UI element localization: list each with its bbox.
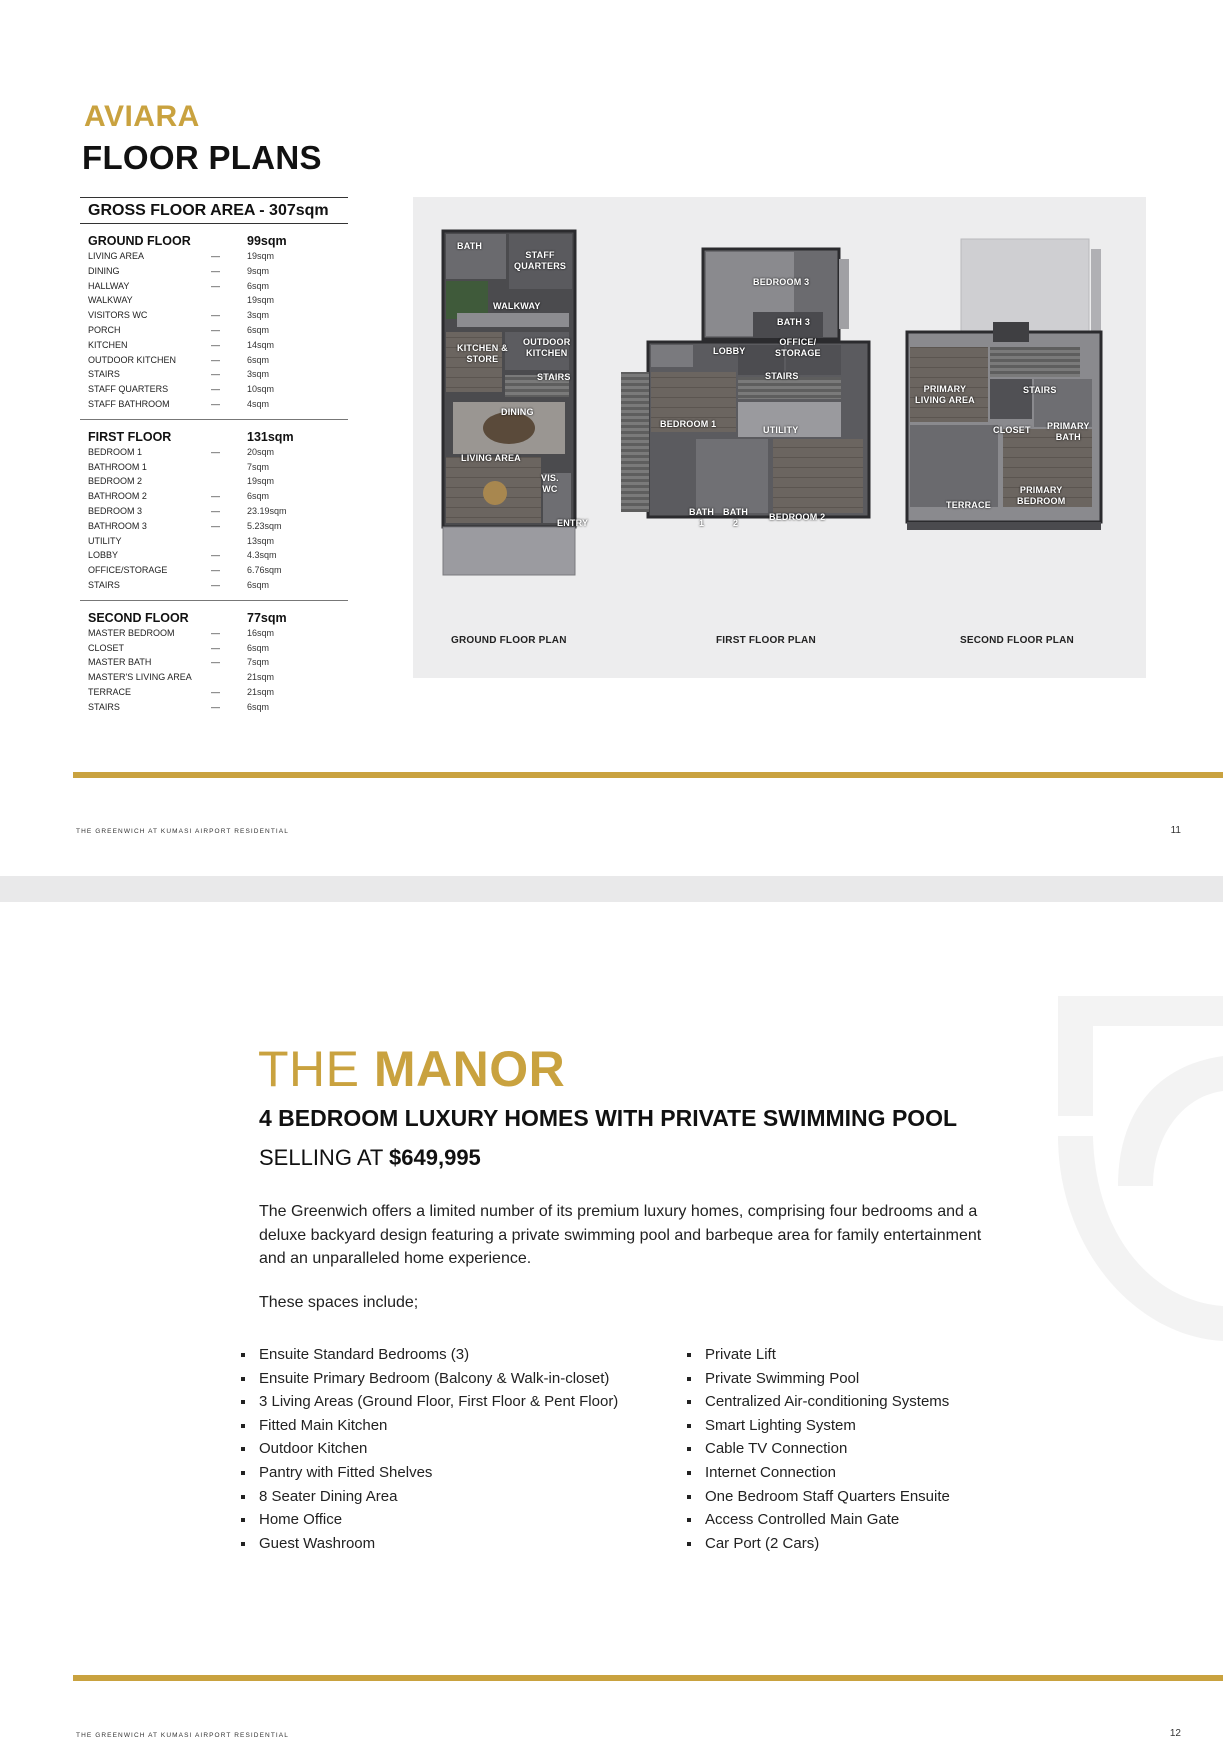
- selling-prefix: SELLING AT: [259, 1145, 390, 1170]
- room-dash: —: [211, 310, 220, 321]
- room-row: [88, 397, 340, 412]
- room-dash: —: [211, 579, 220, 590]
- room-size: 4.3sqm: [247, 550, 277, 561]
- room-dash: —: [211, 251, 220, 261]
- room-tag-bedroom-2: BEDROOM 2: [769, 512, 826, 522]
- watermark-logo: [1023, 946, 1223, 1346]
- room-dash: —: [211, 657, 220, 668]
- room-row: [88, 323, 340, 338]
- floor-section: [80, 601, 348, 722]
- room-tag-lobby: LOBBY: [713, 346, 746, 356]
- room-name: KITCHEN: [88, 339, 128, 350]
- room-tag-living-area: LIVING AREA: [461, 453, 521, 463]
- room-size: 6sqm: [247, 354, 270, 365]
- room-row: [88, 685, 340, 700]
- room-name: WALKWAY: [88, 295, 133, 306]
- room-dash: [211, 670, 247, 685]
- intro-paragraph: The Greenwich offers a limited number of its premium luxury homes, comprising four bedrooms and a deluxe backyard design featuring a private swimming pool and barbeque area for family entertainment and an unparalleled home experience.: [259, 1203, 982, 1267]
- room-dash: —: [211, 491, 220, 502]
- feature-item: Ensuite Standard Bedrooms (3): [241, 1343, 618, 1367]
- selling-price: $649,995: [389, 1145, 481, 1170]
- room-row: [88, 279, 340, 294]
- room-tag-office-storage: OFFICE/ STORAGE: [775, 337, 821, 358]
- room-row: [88, 264, 340, 279]
- room-size: 6sqm: [247, 491, 270, 502]
- room-size: 23.19sqm: [247, 505, 287, 516]
- room-name: STAIRS: [88, 579, 120, 590]
- feature-item: Outdoor Kitchen: [241, 1437, 618, 1461]
- feature-item: Smart Lighting System: [687, 1414, 950, 1438]
- room-tag-staff-quarters: STAFF QUARTERS: [514, 250, 567, 271]
- room-name: STAFF QUARTERS: [88, 384, 169, 395]
- includes-label: These spaces include;: [259, 1294, 419, 1311]
- room-size: 21sqm: [247, 686, 275, 697]
- feature-item: Home Office: [241, 1508, 618, 1532]
- room-dash: —: [211, 280, 220, 291]
- room-dash: —: [211, 550, 220, 561]
- room-name: BATHROOM 3: [88, 520, 147, 531]
- room-size: 6sqm: [247, 280, 270, 291]
- room-dash: [211, 534, 247, 549]
- room-name: MASTER BATH: [88, 657, 152, 668]
- room-name: OUTDOOR KITCHEN: [88, 354, 177, 365]
- room-name: HALLWAY: [88, 280, 130, 291]
- room-dash: —: [211, 642, 220, 653]
- room-size: 6sqm: [247, 701, 270, 712]
- room-name: LOBBY: [88, 550, 119, 561]
- room-size: 16sqm: [247, 627, 275, 638]
- room-row: [88, 563, 340, 578]
- footer-text: THE GREENWICH AT KUMASI AIRPORT RESIDENTIAL: [76, 1732, 289, 1739]
- room-row: [88, 367, 340, 382]
- feature-item: Private Swimming Pool: [687, 1367, 950, 1391]
- page-number: 11: [1170, 825, 1181, 836]
- room-size: 6sqm: [247, 642, 270, 653]
- room-tag-terrace: TERRACE: [946, 500, 991, 510]
- room-tag-stairs-first: STAIRS: [765, 371, 799, 381]
- room-name: TERRACE: [88, 686, 132, 697]
- page-title: FLOOR PLANS: [82, 139, 322, 176]
- room-name: BATHROOM 1: [88, 461, 147, 472]
- room-row: [88, 382, 340, 397]
- room-tag-walkway: WALKWAY: [493, 301, 541, 311]
- room-name: MASTER BEDROOM: [88, 627, 175, 638]
- room-row: [88, 641, 340, 656]
- manor-title: [258, 1040, 565, 1098]
- room-row: [88, 626, 340, 641]
- feature-item: Fitted Main Kitchen: [241, 1414, 618, 1438]
- floor-total: 131sqm: [247, 429, 294, 444]
- room-tag-primary-bedroom: PRIMARY BEDROOM: [1017, 485, 1066, 506]
- room-tag-utility: UTILITY: [763, 425, 799, 435]
- room-name: LIVING AREA: [88, 251, 145, 261]
- first-floor-plan-label: FIRST FLOOR PLAN: [716, 635, 816, 646]
- manor-title-main: MANOR: [373, 1041, 566, 1097]
- room-tag-bath-1: BATH 1: [689, 507, 715, 528]
- room-tag-bedroom-3: BEDROOM 3: [753, 277, 810, 287]
- floor-area-table: [80, 197, 348, 722]
- room-tag-dining: DINING: [501, 407, 534, 417]
- floor-total: 99sqm: [247, 234, 287, 248]
- feature-item: Ensuite Primary Bedroom (Balcony & Walk-in-closet): [241, 1367, 618, 1391]
- room-tag-vis-wc: VIS. WC: [541, 473, 559, 494]
- feature-item: Guest Washroom: [241, 1532, 618, 1556]
- floor-heading: [88, 429, 340, 445]
- room-size: 6sqm: [247, 324, 270, 335]
- room-row: [88, 700, 340, 715]
- room-name: BEDROOM 1: [88, 446, 143, 457]
- room-name: CLOSET: [88, 642, 125, 653]
- room-name: STAIRS: [88, 701, 120, 712]
- room-name: MASTER'S LIVING AREA: [88, 672, 192, 683]
- room-dash: —: [211, 627, 220, 638]
- feature-item: 3 Living Areas (Ground Floor, First Floor & Pent Floor): [241, 1390, 618, 1414]
- room-name: UTILITY: [88, 535, 122, 546]
- feature-item: Car Port (2 Cars): [687, 1532, 950, 1556]
- second-floor-plan-label: SECOND FLOOR PLAN: [960, 635, 1074, 646]
- room-row: [88, 504, 340, 519]
- room-tag-bedroom-1: BEDROOM 1: [660, 419, 717, 429]
- room-row: [88, 353, 340, 368]
- room-size: 6sqm: [247, 579, 270, 590]
- footer-text: THE GREENWICH AT KUMASI AIRPORT RESIDENTIAL: [76, 828, 289, 835]
- room-dash: —: [211, 565, 220, 576]
- room-row: [88, 548, 340, 563]
- room-dash: [211, 293, 247, 308]
- room-tag-outdoor-kitchen: OUTDOOR KITCHEN: [523, 337, 571, 358]
- floor-heading: [88, 233, 340, 249]
- room-size: 3sqm: [247, 310, 270, 321]
- room-name: BEDROOM 3: [88, 505, 143, 516]
- room-name: OFFICE/STORAGE: [88, 565, 168, 576]
- room-dash: —: [211, 369, 220, 380]
- room-name: BEDROOM 2: [88, 476, 143, 487]
- room-dash: [211, 474, 247, 489]
- feature-item: Pantry with Fitted Shelves: [241, 1461, 618, 1485]
- room-row: [88, 578, 340, 593]
- features-list-left: [241, 1343, 618, 1555]
- gross-floor-area: GROSS FLOOR AREA - 307sqm: [80, 197, 348, 224]
- room-row: [88, 534, 340, 549]
- ground-floor-plan: [443, 231, 575, 575]
- room-name: VISITORS WC: [88, 310, 148, 321]
- floor-heading: [88, 610, 340, 626]
- page-number: 12: [1169, 1728, 1181, 1739]
- room-tag-stairs-second: STAIRS: [1023, 385, 1057, 395]
- room-size: 19sqm: [247, 476, 275, 487]
- feature-item: Access Controlled Main Gate: [687, 1508, 950, 1532]
- room-dash: —: [211, 354, 220, 365]
- room-dash: —: [211, 384, 220, 395]
- floor-sections: [80, 224, 348, 722]
- feature-item: Cable TV Connection: [687, 1437, 950, 1461]
- room-name: STAFF BATHROOM: [88, 398, 170, 409]
- page-11: [0, 0, 1223, 876]
- room-tag-entry: ENTRY: [557, 518, 589, 528]
- room-dash: [211, 460, 247, 475]
- room-tag-primary-living: PRIMARY LIVING AREA: [915, 384, 975, 405]
- room-name: BATHROOM 2: [88, 491, 147, 502]
- room-row: [88, 249, 340, 264]
- selling-price-line: [259, 1145, 481, 1171]
- room-row: [88, 489, 340, 504]
- floor-plan-panel: [413, 197, 1146, 678]
- floor-total: 77sqm: [247, 610, 287, 625]
- room-tag-bath: BATH: [457, 241, 483, 251]
- room-row: [88, 293, 340, 308]
- manor-title-prefix: THE: [258, 1041, 374, 1097]
- room-row: [88, 670, 340, 685]
- room-size: 19sqm: [247, 251, 275, 261]
- room-row: [88, 338, 340, 353]
- gold-divider: [73, 772, 1223, 778]
- room-tag-closet: CLOSET: [993, 425, 1031, 435]
- room-tag-stairs-ground: STAIRS: [537, 372, 571, 382]
- feature-item: Internet Connection: [687, 1461, 950, 1485]
- room-tag-kitchen-store: KITCHEN & STORE: [457, 343, 508, 364]
- room-size: 10sqm: [247, 384, 275, 395]
- feature-item: 8 Seater Dining Area: [241, 1485, 618, 1509]
- room-size: 6.76sqm: [247, 565, 282, 576]
- room-dash: —: [211, 265, 220, 276]
- feature-item: One Bedroom Staff Quarters Ensuite: [687, 1485, 950, 1509]
- room-dash: —: [211, 398, 220, 409]
- room-row: [88, 460, 340, 475]
- floor-name: SECOND FLOOR: [88, 610, 189, 625]
- room-row: [88, 474, 340, 489]
- page-12: [0, 902, 1223, 1760]
- room-size: 4sqm: [247, 398, 270, 409]
- room-name: PORCH: [88, 324, 121, 335]
- room-size: 19sqm: [247, 295, 275, 306]
- brand-name: AVIARA: [84, 100, 200, 133]
- room-size: 3sqm: [247, 369, 270, 380]
- room-size: 14sqm: [247, 339, 275, 350]
- room-tag-bath-3: BATH 3: [777, 317, 811, 327]
- feature-item: Private Lift: [687, 1343, 950, 1367]
- room-tag-primary-bath: PRIMARY BATH: [1047, 421, 1090, 442]
- floor-name: FIRST FLOOR: [88, 429, 172, 444]
- floor-section: [80, 224, 348, 420]
- room-size: 13sqm: [247, 535, 275, 546]
- room-row: [88, 519, 340, 534]
- room-tag-bath-2: BATH 2: [723, 507, 749, 528]
- floor-section: [80, 420, 348, 601]
- room-dash: —: [211, 339, 220, 350]
- features-list-right: [687, 1343, 950, 1555]
- room-size: 7sqm: [247, 657, 270, 668]
- room-row: [88, 655, 340, 670]
- ground-floor-plan-label: GROUND FLOOR PLAN: [451, 635, 567, 646]
- room-row: [88, 445, 340, 460]
- room-dash: —: [211, 686, 220, 697]
- room-name: STAIRS: [88, 369, 120, 380]
- feature-item: Centralized Air-conditioning Systems: [687, 1390, 950, 1414]
- room-dash: —: [211, 701, 220, 712]
- manor-subtitle: 4 BEDROOM LUXURY HOMES WITH PRIVATE SWIMMING POOL: [259, 1105, 958, 1131]
- room-dash: —: [211, 324, 220, 335]
- floor-name: GROUND FLOOR: [88, 234, 191, 248]
- room-dash: —: [211, 446, 220, 457]
- room-size: 7sqm: [247, 461, 270, 472]
- room-size: 21sqm: [247, 672, 275, 683]
- room-dash: —: [211, 520, 220, 531]
- first-floor-plan: [621, 249, 869, 517]
- room-row: [88, 308, 340, 323]
- gold-divider: [73, 1675, 1223, 1681]
- room-size: 20sqm: [247, 446, 275, 457]
- room-size: 5.23sqm: [247, 520, 282, 531]
- room-dash: —: [211, 505, 220, 516]
- room-size: 9sqm: [247, 265, 270, 276]
- room-name: DINING: [88, 265, 120, 276]
